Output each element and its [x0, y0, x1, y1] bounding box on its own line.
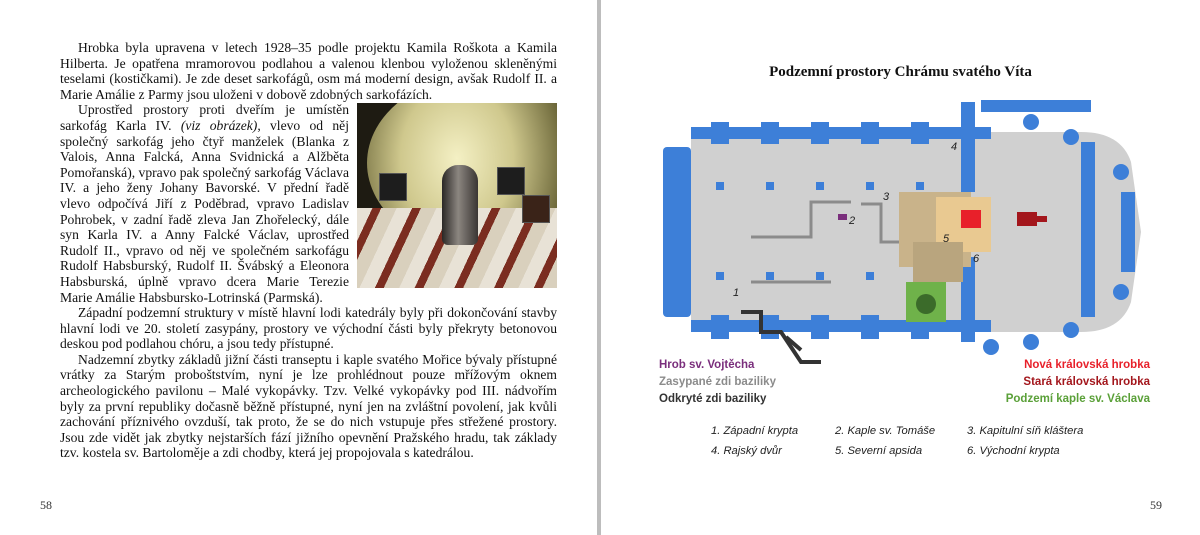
cathedral-floor-plan: [651, 92, 1151, 382]
caption-5: 5. Severní apsida: [835, 445, 923, 457]
caption-2: 2. Kaple sv. Tomáše: [835, 425, 936, 437]
legend-left: [659, 357, 776, 408]
right-page: [601, 0, 1200, 535]
left-page: [0, 0, 597, 535]
paragraph-4: Nadzemní zbytky základů jižní části transeptu i kaple svatého Mořice bývaly přístupné vrátky za Starým proboštstvím, nyní je lze prohlédnout pouze mřížovým oknem archeologického pavilonu – Malé vykopávky. Tzv. Velké vykopávky pod III. nádvořím byly za první republiky dočasně běžně přístupné, nyní jen na zvláštní povolení, jak kvůli zachování příznivého ovzduší, tak proto, že se do nich vstupuje přes střežené prostory. Jsou zde vidět jak zbytky nejstarších fází jižního opevnění Pražského hradu, tak základy tzv. kostela sv. Bartoloměje a zdi chodby, která jej propojovala s katedrálou.: [60, 351, 557, 461]
caption-1: 1. Západní krypta: [711, 425, 799, 437]
st-vojtech-tomb: [838, 214, 847, 220]
legend-right: [1006, 357, 1150, 408]
legend-buried-walls: Zasypané zdi baziliky: [659, 376, 776, 388]
map-number-4: 4: [951, 141, 958, 153]
caption-4: 4. Rajský dvůr: [711, 445, 782, 457]
map-title: Podzemní prostory Chrámu svatého Víta: [769, 64, 1032, 80]
paragraph-1: Hrobka byla upravena v letech 1928–35 podle projektu Kamila Roškota a Kamila Hilberta. Je opatřena mramorovou podlahou a valenou klenbou vyloženou skleněnými teselami (kostičkami). Je zde deset sarkofágů, osm má moderní design, avšak Rudolf II. a Marie Amálie z Parmy jsou uloženi v dobově zdobných sarkofázích.: [60, 40, 557, 102]
image-reference: (viz obrázek): [180, 117, 258, 133]
body-text: [60, 40, 557, 461]
paragraph-2-end: , vlevo od něj společný sarkofág jeho čtyř manželek (Blanka z Valois, Anna Falcká, Anna Svidnická a Alžběta Pomořanská), vpravo pak společný sarkofág Václava IV. a jeho ženy Johany Bavorské. V přední řadě vlevo odpočívá Jiří z Poděbrad, vpravo Ladislav Pohrobek, v zadní řadě zleva Jan Zhořelecký, dále syn Karla IV. a Anny Falcké Václav, uprostřed Rudolf II., vpravo od něj ve společném sarkofágu Rudolf Habsburský, Rudolf II. Švábský a Eleonora Habsburská, úplně vpravo dcera Marie Terezie Marie Amálie Habsbursko-Lotrinská (Parmská).: [60, 117, 349, 305]
legend-old-royal-crypt: Stará královská hrobka: [1023, 376, 1150, 388]
map-number-2: 2: [849, 215, 856, 227]
page-number-left: 58: [40, 498, 52, 512]
paragraph-3: Západní podzemní struktury v místě hlavní lodi katedrály byly při dokončování stavby hlavní lodi ve 20. století zasypány, prostory ve východní části byly překryty betonovou deskou pod podlahou chóru, a jsou tedy přístupné.: [60, 305, 557, 352]
paragraph-2-start: Uprostřed prostory proti dveřím je umístěn sarkofág Karla IV.: [60, 102, 349, 133]
map-number-5: 5: [943, 233, 950, 245]
old-royal-crypt: [1017, 212, 1037, 226]
map-number-1: 1: [733, 287, 740, 299]
map-number-3: 3: [883, 191, 890, 203]
legend-st-vojtech: Hrob sv. Vojtěcha: [659, 359, 755, 371]
legend-uncovered-walls: Odkryté zdi baziliky: [659, 393, 767, 405]
new-royal-crypt: [961, 210, 981, 228]
legend-st-wenceslas: Podzemí kaple sv. Václava: [1005, 393, 1150, 405]
map-number-6: 6: [973, 253, 980, 265]
page-number-right: 59: [1150, 498, 1162, 512]
caption-3: 3. Kapitulní síň kláštera: [967, 425, 1084, 437]
legend-new-royal-crypt: Nová královská hrobka: [1024, 359, 1150, 371]
caption-6: 6. Východní krypta: [967, 445, 1060, 457]
sarcophagus-photo: [357, 103, 557, 288]
